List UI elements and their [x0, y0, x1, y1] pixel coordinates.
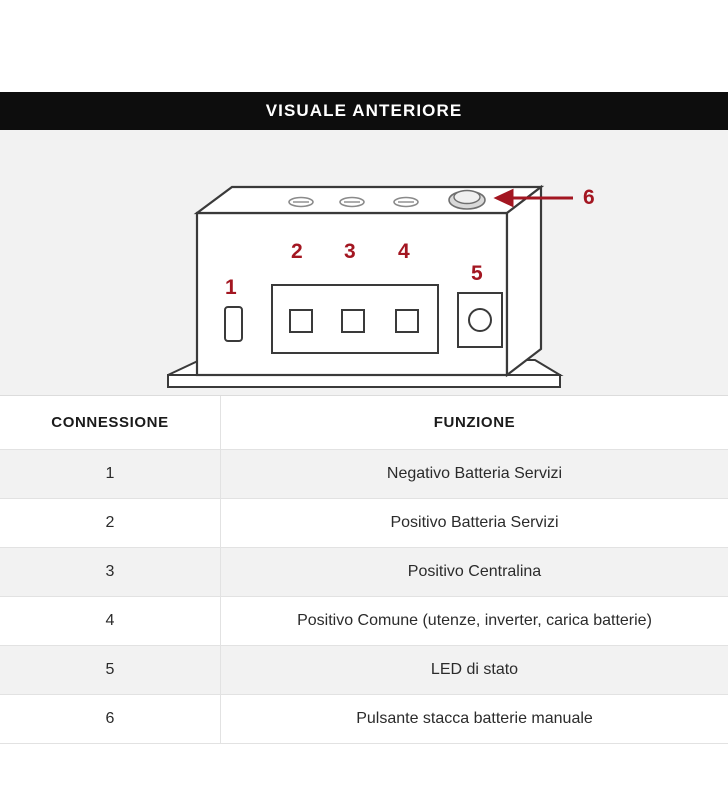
cell-connessione: 6: [0, 695, 221, 744]
page-title: VISUALE ANTERIORE: [265, 101, 463, 120]
cell-connessione: 5: [0, 646, 221, 695]
callout-4: 4: [398, 240, 410, 263]
diagram-card: [0, 92, 728, 744]
callout-1: 1: [225, 276, 237, 299]
callout-3: 3: [344, 240, 356, 263]
table-row: [0, 597, 728, 646]
cell-funzione: Pulsante stacca batterie manuale: [221, 695, 728, 744]
column-header-funzione: FUNZIONE: [221, 396, 728, 450]
cell-connessione: 1: [0, 450, 221, 499]
cell-connessione: 4: [0, 597, 221, 646]
table-row: [0, 499, 728, 548]
connections-table: [0, 396, 728, 744]
terminal-block-234: [272, 285, 438, 353]
terminal-1-slot: [225, 307, 242, 341]
callout-6: 6: [583, 186, 595, 209]
table-header-row: [0, 396, 728, 450]
manual-disconnect-button: [449, 191, 485, 210]
cell-connessione: 3: [0, 548, 221, 597]
cell-funzione: Negativo Batteria Servizi: [221, 450, 728, 499]
device-illustration: [0, 130, 728, 396]
cell-funzione: LED di stato: [221, 646, 728, 695]
panel-header: [0, 92, 728, 130]
cell-funzione: Positivo Centralina: [221, 548, 728, 597]
callout-5: 5: [471, 262, 483, 285]
table-row: [0, 548, 728, 597]
table-row: [0, 450, 728, 499]
cell-connessione: 2: [0, 499, 221, 548]
table-row: [0, 646, 728, 695]
callout-2: 2: [291, 240, 303, 263]
cell-funzione: Positivo Batteria Servizi: [221, 499, 728, 548]
status-led: [458, 293, 502, 347]
cell-funzione: Positivo Comune (utenze, inverter, carica batterie): [221, 597, 728, 646]
column-header-connessione: CONNESSIONE: [0, 396, 221, 450]
table-row: [0, 695, 728, 744]
